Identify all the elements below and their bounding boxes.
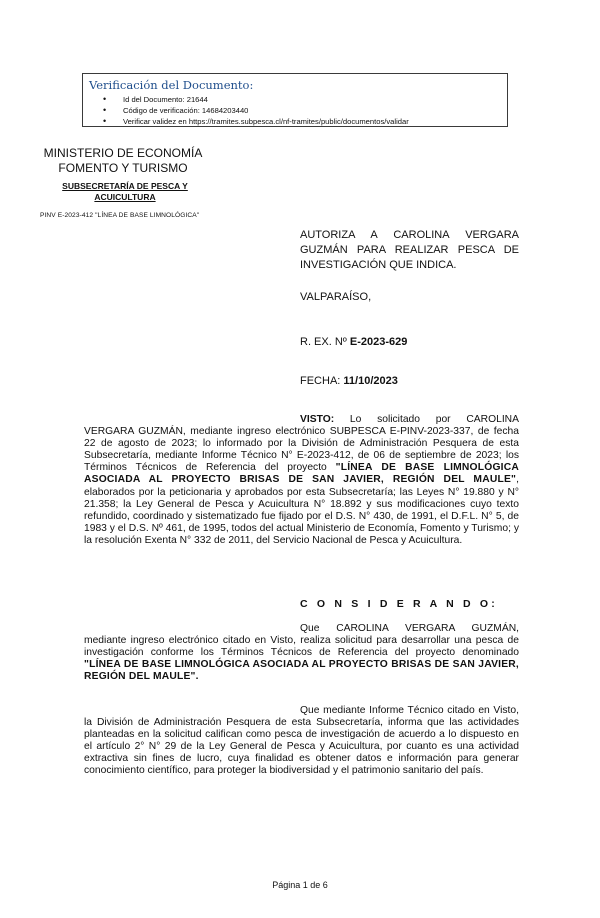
- visto-label: VISTO:: [300, 414, 335, 425]
- visto-text-b: , elaborados por la peticionaria y aprobados por esta Subsecretaría; las Leyes N° 19.880 y N° 21.358; la Ley General de Pesca y Acuicultura N° 18.892 y sus modificaciones cuyo texto refundido, coordinado y sistematizado fue fijado por el D.S. N° 430, de 1991, el D.F.L. N° 5, de 1983 y el D.S. Nº 461, de 1995, todos del actual Ministerio de Economía, Fomento y Turismo; y la resolución Exenta N° 332 de 2011, del Servicio Nacional de Pesca y Acuicultura.: [84, 474, 519, 546]
- resolution-subject: AUTORIZA A CAROLINA VERGARA GUZMÁN PARA REALIZAR PESCA DE INVESTIGACIÓN QUE INDICA.: [300, 229, 519, 271]
- subsecretaria-line-1: SUBSECRETARÍA DE PESCA Y: [62, 181, 188, 191]
- resolution-date-line: [300, 375, 398, 387]
- verification-list: [89, 94, 501, 127]
- subsecretaria-line-2: ACUICULTURA: [94, 192, 156, 202]
- verification-title: Verificación del Documento:: [89, 78, 254, 92]
- verification-box: [82, 73, 508, 127]
- visto-text-a: Lo solicitado por CAROLINA VERGARA GUZMÁN, mediante ingreso electrónico SUBPESCA E-PINV-2023-337, de fecha 22 de agosto de 2023; lo informado por la División de Administración Pesquera de esta Subsecretaría, mediante Informe Técnico N° E-2023-412, de 06 de septiembre de 2023; los Términos Técnicos de Referencia del proyecto: [84, 414, 519, 474]
- ministry-line-1: MINISTERIO DE ECONOMÍA: [43, 146, 203, 160]
- ministry-name: [40, 146, 206, 176]
- resolution-number: E-2023-629: [349, 336, 408, 348]
- reference-code: PINV E-2023-412 "LÍNEA DE BASE LIMNOLÓGICA": [40, 212, 200, 219]
- considerando-heading: C O N S I D E R A N D O:: [300, 598, 498, 610]
- verification-url[interactable]: • Verificar validez en https://tramites.subpesca.cl/nf-tramites/public/documentos/validar: [89, 116, 501, 127]
- resolution-number-line: [300, 336, 407, 348]
- resolution-number-label: R. EX. Nº: [300, 336, 347, 348]
- considerando-paragraph-2: Que mediante Informe Técnico citado en Visto, la División de Administración Pesquera de esta Subsecretaría, informa que las actividades planteadas en la solicitud califican como pesca de investigación de acuerdo a lo dispuesto en el artículo 2° N° 29 de la Ley General de Pesca y Acuicultura, por cuanto es una actividad extractiva sin fines de lucro, cuya finalidad es obtener datos e información para generar conocimiento científico, para proteger la biodiversidad y el patrimonio sanitario del país.: [84, 705, 519, 777]
- verification-document-id: • Id del Documento: 21644: [89, 94, 501, 105]
- ministry-line-2: FOMENTO Y TURISMO: [58, 161, 188, 175]
- visto-project-name: "LÍNEA DE BASE LIMNOLÓGICA ASOCIADA AL PROYECTO BRISAS DE SAN JAVIER, REGIÓN DEL MAULE": [84, 462, 519, 486]
- considerando-p1-text: Que CAROLINA VERGARA GUZMÁN, mediante ingreso electrónico citado en Visto, realiza solicitud para desarrollar una pesca de investigación conforme los Términos Técnicos de Referencia del proyecto denominado: [84, 623, 519, 659]
- resolution-date-label: FECHA:: [300, 375, 341, 387]
- considerando-paragraph-1: [84, 623, 519, 683]
- verification-code: • Código de verificación: 14684203440: [89, 105, 501, 116]
- considerando-p1-project: "LÍNEA DE BASE LIMNOLÓGICA ASOCIADA AL PROYECTO BRISAS DE SAN JAVIER, REGIÓN DEL MAULE": [84, 659, 519, 683]
- resolution-date: 11/10/2023: [343, 375, 398, 387]
- subsecretaria-name: [42, 181, 208, 203]
- visto-paragraph: [84, 414, 519, 547]
- resolution-city: VALPARAÍSO,: [300, 291, 372, 303]
- considerando-p1-end: .: [195, 671, 199, 683]
- page-number: Página 1 de 6: [272, 880, 328, 890]
